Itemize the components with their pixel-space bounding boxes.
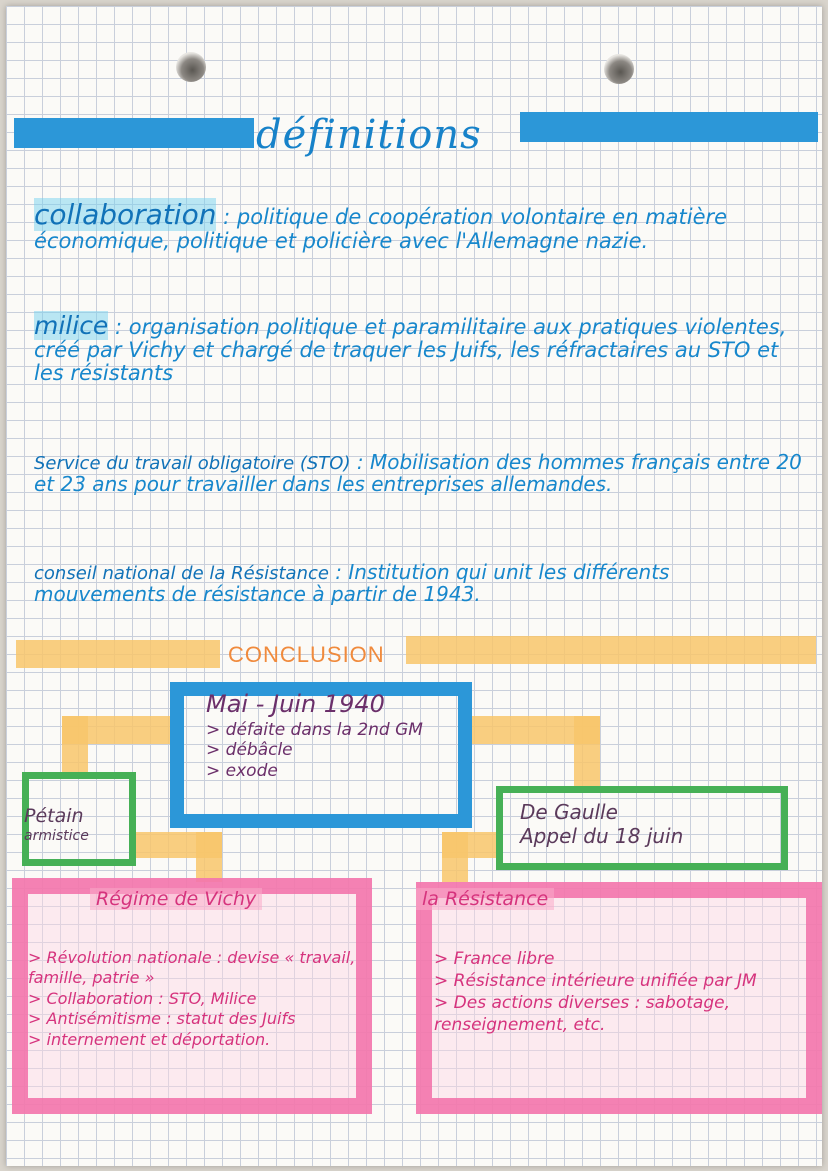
list-item: > débâcle <box>206 740 293 761</box>
definition-milice: milice : organisation politique et paramilitaire aux pratiques violentes, créé par Vichy et chargé de traquer les Juifs, les réfractaires au STO et les résistants <box>34 311 787 385</box>
center-box-content <box>206 690 423 781</box>
resistance-box-title: la Résistance <box>416 888 554 910</box>
list-item: > internement et déportation. <box>28 1029 271 1049</box>
list-item: > Résistance intérieure unifiée par JM <box>434 971 757 992</box>
petain-box-content <box>24 806 89 844</box>
definition-term: Service du travail obligatoire (STO) <box>34 453 351 474</box>
list-item: > Antisémitisme : statut des Juifs <box>28 1009 296 1029</box>
heading-highlight-left <box>14 118 254 148</box>
degaulle-box-content <box>520 800 683 848</box>
page-title: définitions <box>256 112 482 158</box>
punch-hole-left <box>176 52 206 82</box>
center-box-title: Mai - Juin 1940 <box>206 690 385 718</box>
connector-right-down <box>574 716 600 792</box>
definition-sto: Service du travail obligatoire (STO) : Mobilisation des hommes français entre 20 et 23 ans pour travailler dans les entreprises allemandes. <box>34 450 802 496</box>
center-box-list <box>206 720 423 781</box>
definition-text: organisation politique et paramilitaire aux pratiques violentes, créé par Vichy et chargé de traquer les Juifs, les réfractaires au STO et les résistants <box>34 315 787 385</box>
petain-label: Pétain <box>24 805 84 827</box>
definition-collaboration: collaboration : politique de coopération volontaire en matière économique, politique et policière avec l'Allemagne nazie. <box>34 198 728 254</box>
connector-resistance-down <box>442 832 468 882</box>
conclusion-label: CONCLUSION <box>228 642 385 667</box>
vichy-box-list <box>28 948 366 1050</box>
connector-vichy-down <box>196 832 222 882</box>
degaulle-appel-label: Appel du 18 juin <box>520 824 684 848</box>
definition-term: conseil national de la Résistance <box>34 563 329 584</box>
definition-term: collaboration <box>34 198 217 231</box>
definition-term: milice <box>34 311 109 340</box>
list-item: > Des actions diverses : sabotage, renseignement, etc. <box>434 993 730 1036</box>
list-item: > défaite dans la 2nd GM <box>206 720 423 740</box>
resistance-box-list <box>434 948 814 1036</box>
definition-cnr: conseil national de la Résistance : Institution qui unit les différents mouvements de résistance à partir de 1943. <box>34 560 670 606</box>
vichy-box-title: Régime de Vichy <box>90 888 262 910</box>
connector-left-down <box>62 716 88 778</box>
conclusion-highlight-right <box>406 636 816 664</box>
list-item: > Révolution nationale : devise « travail, famille, patrie » <box>28 948 356 988</box>
list-item: > exode <box>206 760 278 781</box>
definition-text: Institution qui unit les différents mouvements de résistance à partir de 1943. <box>34 560 670 606</box>
list-item: > Collaboration : STO, Milice <box>28 988 257 1008</box>
conclusion-highlight-left <box>16 640 220 668</box>
definition-text: politique de coopération volontaire en matière économique, politique et policière avec l'Allemagne nazie. <box>34 205 728 254</box>
definition-text: Mobilisation des hommes français entre 20 et 23 ans pour travailler dans les entreprises allemandes. <box>34 450 802 496</box>
heading-highlight-right <box>520 112 818 142</box>
petain-armistice-label: armistice <box>24 827 89 844</box>
degaulle-label: De Gaulle <box>520 800 618 824</box>
notebook-page <box>6 6 822 1166</box>
punch-hole-right <box>604 54 634 84</box>
list-item: > France libre <box>434 949 555 969</box>
